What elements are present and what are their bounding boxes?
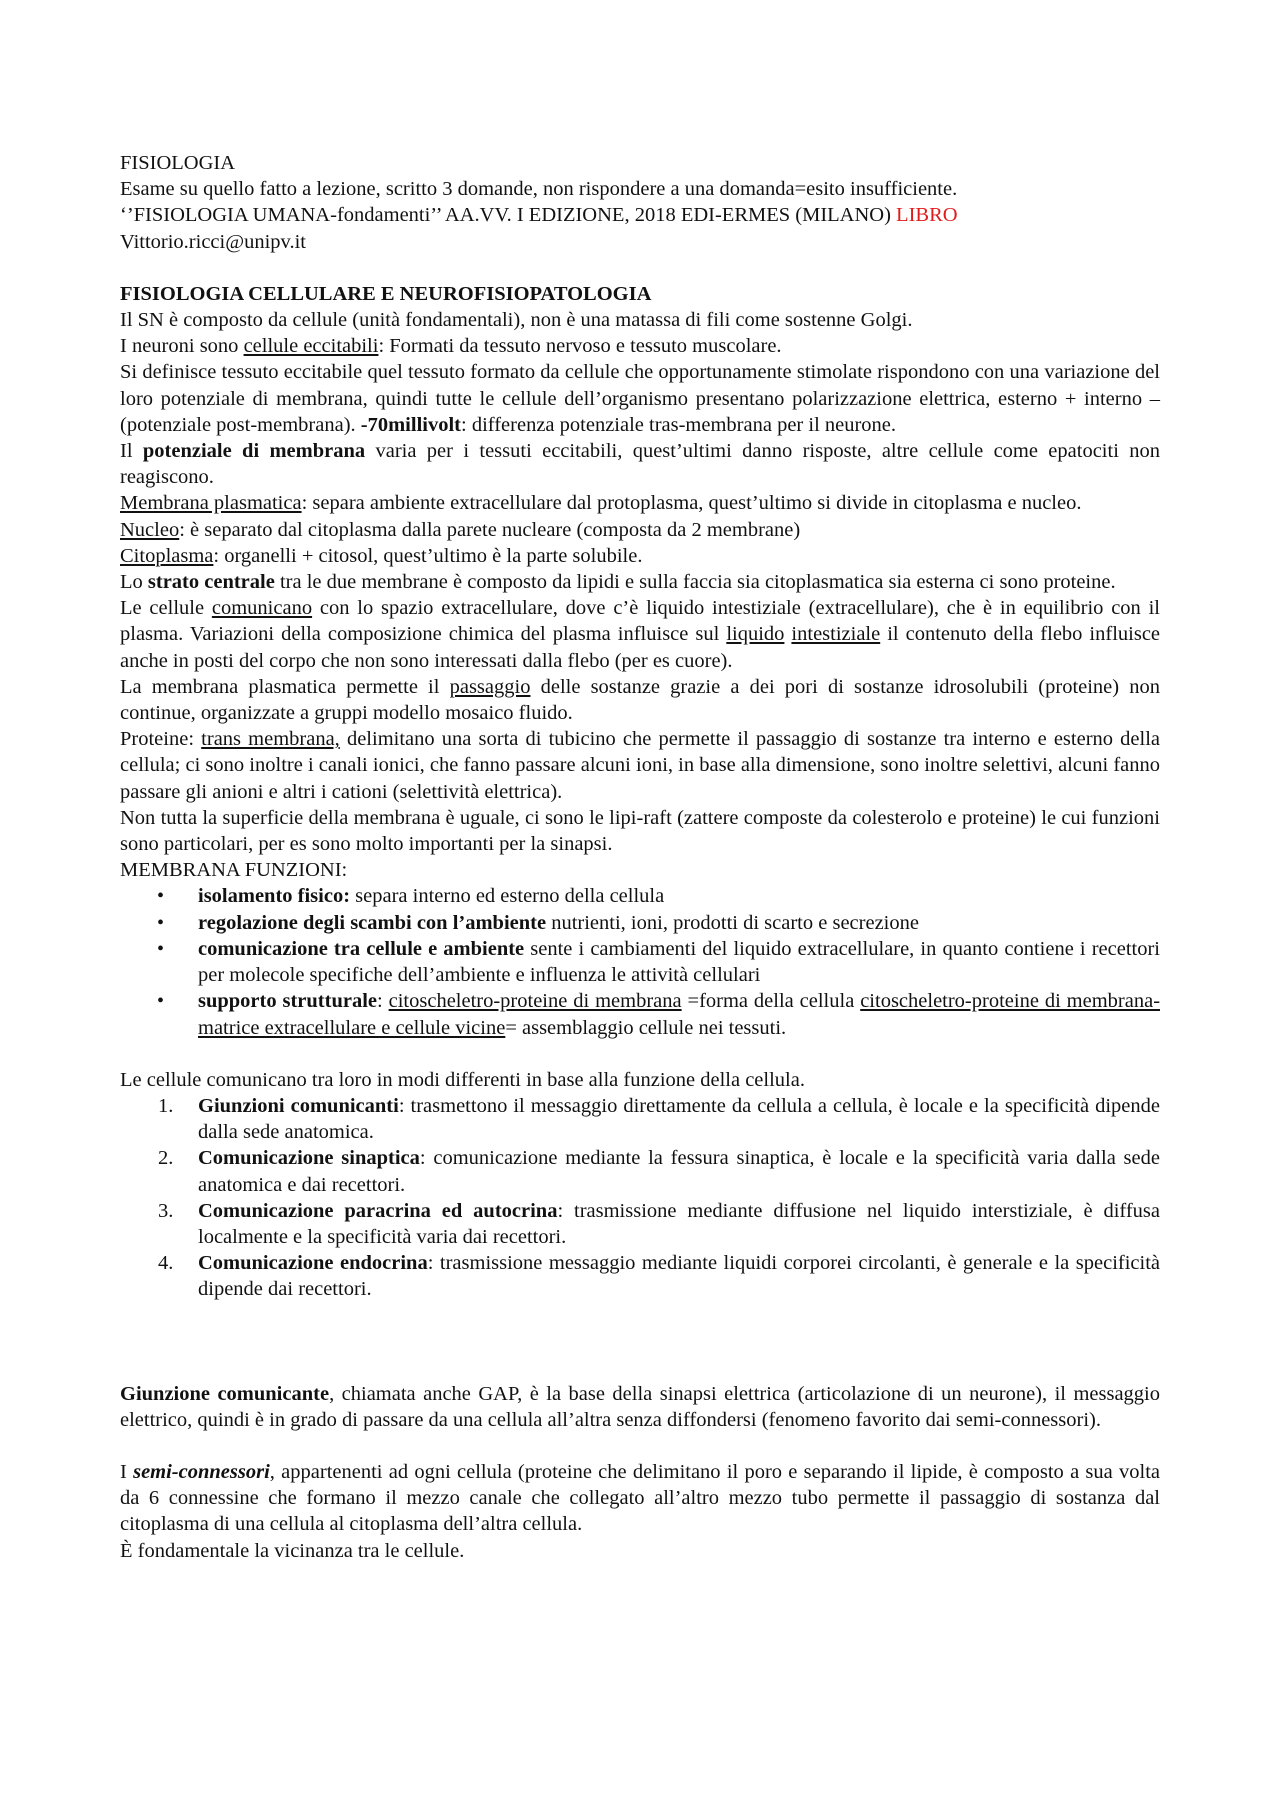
document-page [120, 150, 1160, 1564]
list-number: 4. [158, 1252, 174, 1275]
list-item: 1. Giunzioni comunicanti: trasmettono il messaggio direttamente da cellula a cellula, è locale e la specificità dipende dalla sede anatomica. [158, 1094, 1160, 1144]
communication-intro: Le cellule comunicano tra loro in modi differenti in base alla funzione della cellula. [120, 1068, 805, 1091]
paragraph-lipi-raft: Non tutta la superficie della membrana è uguale, ci sono le lipi-raft (zattere composte da colesterolo e proteine) le cui funzioni sono particolari, per es sono molto importanti per la sinapsi. [120, 806, 1160, 856]
book-reference-text: ‘’FISIOLOGIA UMANA-fondamenti’’ AA.VV. I EDIZIONE, 2018 EDI-ERMES (MILANO) [120, 204, 891, 227]
book-reference [120, 202, 1160, 228]
bullet: • [157, 990, 165, 1013]
list-item: • supporto strutturale: citoscheletro-proteine di membrana =forma della cellula citoscheletro-proteine di membrana- matrice extracellulare e cellule vicine= assemblaggio cellule nei tessuti. [157, 990, 1161, 1039]
professor-email: Vittorio.ricci@unipv.it [120, 230, 306, 253]
spacer [120, 1355, 1160, 1381]
list-item: • comunicazione tra cellule e ambiente sente i cambiamenti del liquido extracellulare, in quanto contiene i recettori per molecole specifiche dell’ambiente e influenza le attività cellulari [157, 937, 1160, 987]
functions-heading: MEMBRANA FUNZIONI: [120, 859, 348, 882]
paragraph-sn: Il SN è composto da cellule (unità fondamentali), non è una matassa di fili come sostenne Golgi. [120, 309, 913, 332]
paragraph-passaggio: La membrana plasmatica permette il passaggio delle sostanze grazie a dei pori di sostanze idrosolubili (proteine) non continue, organizzate a gruppi modello mosaico fluido. [120, 675, 1160, 725]
paragraph-vicinanza: È fondamentale la vicinanza tra le cellule. [120, 1539, 465, 1562]
list-item: 4. Comunicazione endocrina: trasmissione messaggio mediante liquidi corporei circolanti, è generale e la specificità dipende dai recettori. [158, 1252, 1160, 1301]
communication-list [120, 1093, 1160, 1303]
spacer [120, 1433, 1160, 1459]
paragraph-proteine: Proteine: trans membrana, delimitano una sorta di tubicino che permette il passaggio di sostanze tra interno e esterno della cellula; ci sono inoltre i canali ionici, che fanno passare alcuni ioni, in base alla dimensione, sono inoltre selettivi, alcuni fanno passare gli anioni e altri i cationi (selettività elettrica). [120, 728, 1161, 803]
list-number: 3. [158, 1199, 174, 1222]
functions-list [120, 883, 1160, 1040]
doc-title: FISIOLOGIA [120, 152, 236, 174]
bullet: • [157, 937, 165, 960]
paragraph-comunicano: Le cellule comunicano con lo spazio extracellulare, dove c’è liquido intestiziale (extracellulare), che è in equilibrio con il plasma. Variazioni della composizione chimica del plasma influisce sul liquido intestiziale il contenuto della flebo influisce anche in posti del corpo che non sono interessati dalla flebo (per es cuore). [120, 597, 1161, 672]
list-number: 1. [158, 1094, 174, 1117]
bullet: • [157, 885, 165, 908]
bullet: • [157, 911, 165, 934]
paragraph-giunzione: Giunzione comunicante, chiamata anche GAP, è la base della sinapsi elettrica (articolazione di un neurone), il messaggio elettrico, quindi è in grado di passare da una cellula all’altra senza diffondersi (fenomeno favorito dai semi-connessori). [120, 1382, 1160, 1431]
paragraph-tessuto-eccitabile: Si definisce tessuto eccitabile quel tessuto formato da cellule che opportunamente stimolate rispondono con una variazione del loro potenziale di membrana, quindi tutte le cellule dell’organismo presentano polarizzazione elettrica, esterno + interno – (potenziale post-membrana). -70millivolt: differenza potenziale tras-membrana per il neurone. [120, 361, 1160, 436]
exam-note: Esame su quello fatto a lezione, scritto 3 domande, non rispondere a una domanda=esito insufficiente. [120, 178, 958, 201]
spacer [120, 1041, 1160, 1067]
section-heading: FISIOLOGIA CELLULARE E NEUROFISIOPATOLOGIA [120, 282, 652, 305]
book-tag: LIBRO [896, 204, 958, 227]
paragraph-strato-centrale: Lo strato centrale tra le due membrane è composto da lipidi e sulla faccia sia citoplasmatica sia esterna ci sono proteine. [120, 571, 1116, 594]
list-number: 2. [158, 1147, 174, 1170]
spacer [120, 1303, 1160, 1355]
paragraph-membrana-plasmatica: Membrana plasmatica: separa ambiente extracellulare dal protoplasma, quest’ultimo si divide in citoplasma e nucleo. [120, 492, 1082, 515]
paragraph-potenziale: Il potenziale di membrana varia per i tessuti eccitabili, quest’ultimi danno risposte, altre cellule come epatociti non reagiscono. [120, 440, 1160, 489]
list-item: 2. Comunicazione sinaptica: comunicazione mediante la fessura sinaptica, è locale e la specificità varia dalla sede anatomica e dai recettori. [158, 1147, 1160, 1196]
list-item: • regolazione degli scambi con l’ambiente nutrienti, ioni, prodotti di scarto e secrezione [120, 910, 1160, 936]
paragraph-semi-connessori: I semi-connessori, appartenenti ad ogni cellula (proteine che delimitano il poro e separando il lipide, è composto a sua volta da 6 connessine che formano il mezzo canale che collegato all’altro mezzo tubo permette il passaggio di sostanza dal citoplasma di una cellula al citoplasma dell’altra cellula. [120, 1460, 1160, 1536]
paragraph-neuroni: I neuroni sono cellule eccitabili: Formati da tessuto nervoso e tessuto muscolare. [120, 335, 782, 358]
paragraph-citoplasma: Citoplasma: organelli + citosol, quest’ultimo è la parte solubile. [120, 544, 643, 567]
list-item: • isolamento fisico: separa interno ed esterno della cellula [120, 883, 1160, 909]
list-item: 3. Comunicazione paracrina ed autocrina: trasmissione mediante diffusione nel liquido interstiziale, è diffusa localmente e la specificità varia dai recettori. [158, 1199, 1160, 1248]
spacer [120, 255, 1160, 281]
paragraph-nucleo: Nucleo: è separato dal citoplasma dalla parete nucleare (composta da 2 membrane) [120, 518, 801, 541]
